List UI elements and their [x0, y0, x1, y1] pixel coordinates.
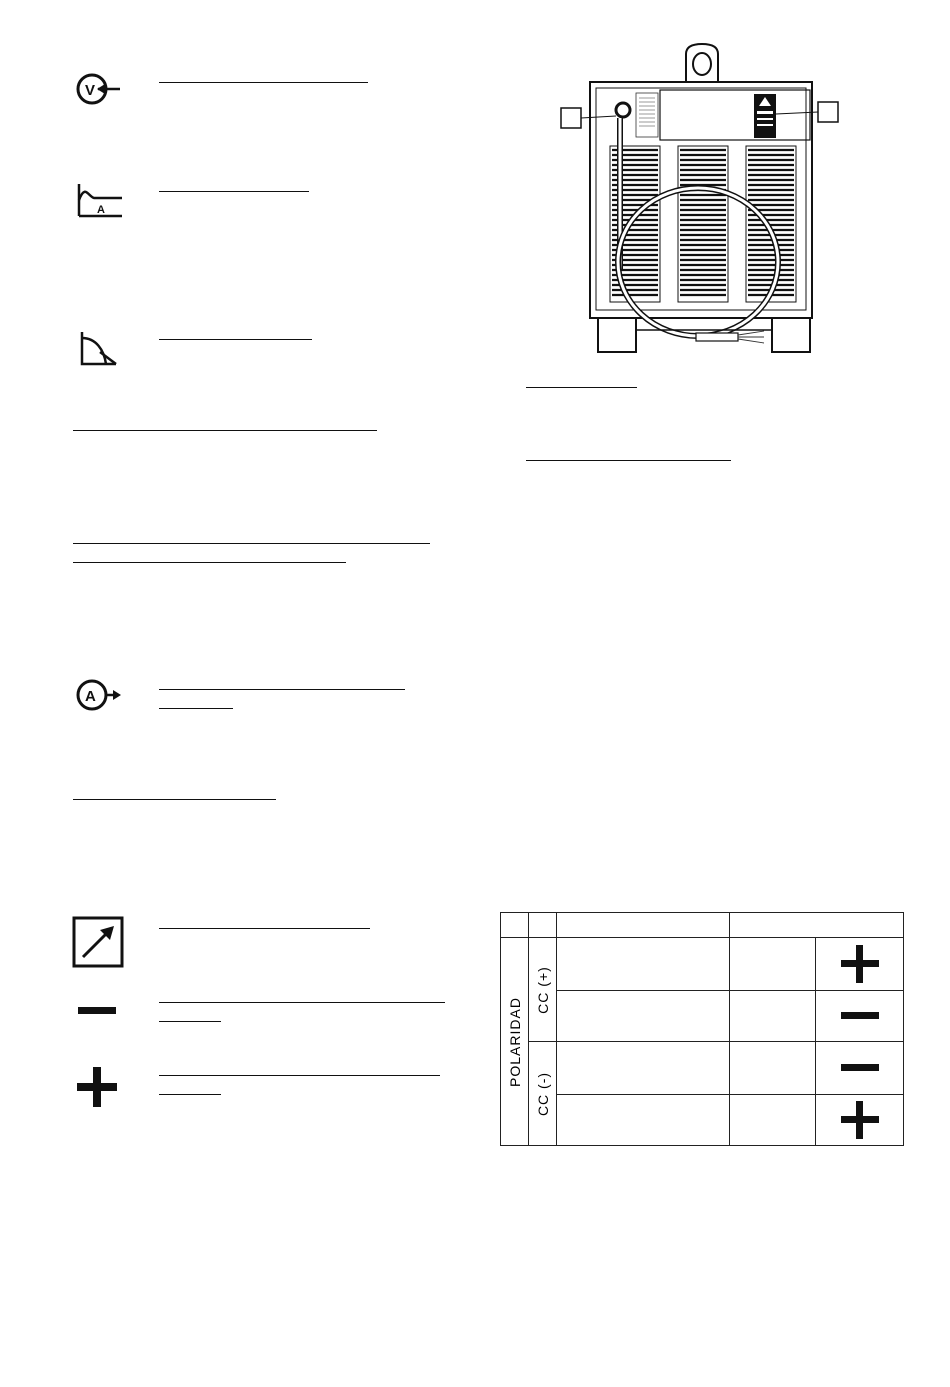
polarity-group-cell [501, 938, 529, 1146]
minus-cell [816, 990, 904, 1042]
table-row [501, 990, 904, 1042]
minus-sign-icon [77, 1004, 117, 1018]
plus-sign-icon [76, 1066, 118, 1108]
dc-positive-cell [529, 938, 557, 1042]
heading-rule [159, 82, 368, 83]
ammeter-icon [76, 676, 122, 714]
heading-rule [73, 562, 346, 563]
table-row [501, 938, 904, 991]
minus-sign-icon [840, 1011, 880, 1021]
polarity-table [500, 912, 904, 1146]
plus-cell [816, 1094, 904, 1146]
heading-rule [159, 1002, 445, 1003]
heading-rule [73, 543, 430, 544]
remote-control-arrow-icon [72, 916, 124, 968]
heading-rule [159, 1094, 221, 1095]
heading-rule [526, 387, 637, 388]
polarity-label: POLARIDAD [506, 996, 523, 1087]
plus-sign-icon [840, 1100, 880, 1140]
dc-negative-cell [529, 1042, 557, 1146]
table-header-row [501, 913, 904, 938]
hot-start-curve-icon [76, 182, 124, 218]
heading-rule [159, 689, 405, 690]
arc-force-icon [78, 330, 120, 366]
minus-sign-icon [840, 1063, 880, 1073]
heading-rule [73, 799, 276, 800]
heading-rule [526, 460, 731, 461]
heading-rule [159, 191, 309, 192]
dc-positive-label: CC (+) [534, 965, 551, 1014]
svg-text:A: A [97, 204, 105, 216]
heading-rule [159, 1021, 221, 1022]
heading-rule [73, 430, 377, 431]
heading-rule [159, 1075, 440, 1076]
heading-rule [159, 339, 312, 340]
table-row [501, 1094, 904, 1146]
plus-sign-icon [840, 944, 880, 984]
svg-text:V: V [85, 82, 96, 99]
table-row [501, 1042, 904, 1095]
voltmeter-input-icon [76, 70, 122, 108]
minus-cell [816, 1042, 904, 1095]
dc-negative-label: CC (-) [534, 1071, 551, 1116]
heading-rule [159, 928, 370, 929]
heading-rule [159, 708, 233, 709]
machine-rear-view-figure [560, 40, 840, 356]
plus-cell [816, 938, 904, 991]
svg-text:A: A [85, 688, 96, 705]
